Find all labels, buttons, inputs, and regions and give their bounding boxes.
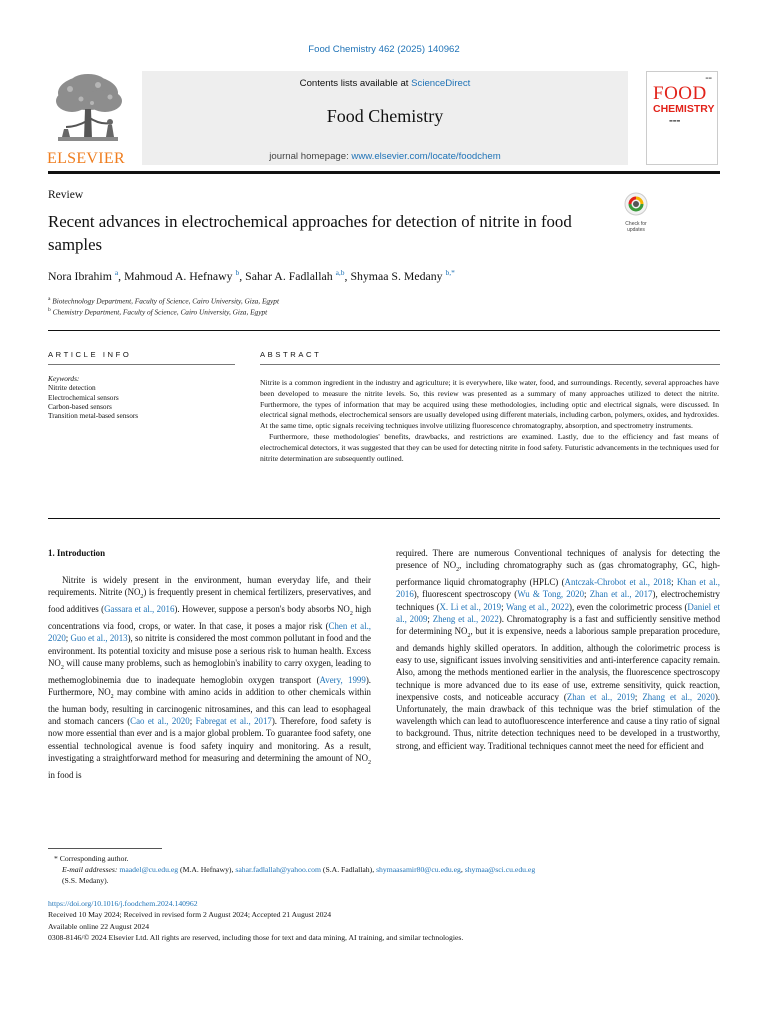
- author-name[interactable]: Mahmoud A. Hefnawy: [124, 268, 233, 283]
- keyword-item: Carbon-based sensors: [48, 401, 112, 411]
- subscript: 2: [110, 693, 114, 700]
- tree-icon: [48, 71, 128, 149]
- homepage-link[interactable]: www.elsevier.com/locate/foodchem: [351, 151, 501, 162]
- abstract-rule: [260, 364, 720, 365]
- email-owner: (S.A. Fadlallah),: [320, 865, 377, 874]
- text-run: ;: [427, 613, 433, 624]
- check-updates-icon: [624, 192, 648, 216]
- text-run: ;: [189, 716, 196, 727]
- contents-line: [142, 78, 628, 89]
- affiliation-b: [48, 307, 267, 316]
- check-updates-line1: Check for: [625, 221, 647, 227]
- email-owner: (M.A. Hefnawy),: [178, 865, 236, 874]
- affil-sup: b: [48, 307, 51, 313]
- citation-link[interactable]: Wang et al., 2022: [505, 601, 570, 612]
- intro-right-column: [396, 547, 720, 752]
- abstract-heading: ABSTRACT: [260, 350, 322, 359]
- keyword-item: Nitrite detection: [48, 383, 96, 393]
- author-affil-sup[interactable]: a,b: [335, 268, 345, 277]
- text-run: ). Furthermore, NO: [48, 674, 371, 697]
- received-dates: Received 10 May 2024; Received in revised form 2 August 2024; Accepted 21 August 2024: [48, 910, 332, 920]
- publication-info: [48, 898, 720, 943]
- text-run: ;: [501, 601, 506, 612]
- citation-link[interactable]: Wu & Tong, 2020: [517, 589, 585, 600]
- text-run: required. There are numerous Conventional techniques of analysis for detecting the presence of NO: [396, 548, 720, 571]
- copyright-line: 0308-8146/© 2024 Elsevier Ltd. All rights are reserved, including those for text and data mining, AI training, and similar technologies.: [48, 932, 464, 942]
- journal-citation-link[interactable]: Food Chemistry 462 (2025) 140962: [308, 44, 460, 55]
- subscript: 2: [140, 593, 144, 600]
- affiliation-a: [48, 296, 279, 305]
- citation-link[interactable]: Cao et al., 2020: [130, 716, 190, 727]
- affil-text: Chemistry Department, Faculty of Science, Cairo University, Giza, Egypt: [52, 307, 268, 317]
- text-run: ;: [634, 691, 643, 702]
- text-run: ). Therefore, food safety is now more essential than ever and is a major global problem. To guarantee food safety, one essential technological avenue is food safety inquiry and monitoring. As a result, investigating a straightforward method for measuring and determining the amount of NO: [48, 716, 372, 763]
- email-link[interactable]: shymaa@sci.cu.edu.eg: [464, 865, 536, 874]
- affil-text: Biotechnology Department, Faculty of Science, Cairo University, Giza, Egypt: [52, 296, 279, 306]
- cover-chemistry-text: CHEMISTRY: [653, 103, 715, 115]
- author-list: Nora Ibrahim $^a$, Mahmoud A. Hefnawy $^b$, Sahar A. Fadlallah $^{a,b}$, Shymaa S. Medany $^{b,*}$: [48, 268, 455, 283]
- homepage-prefix: journal homepage:: [269, 151, 352, 162]
- subscript: 2: [60, 664, 64, 671]
- citation-link[interactable]: Guo et al., 2013: [70, 633, 128, 644]
- citation-link[interactable]: Antczak-Chrobot et al., 2018: [564, 577, 672, 588]
- cover-small-print-icon: ▬▬▬: [669, 118, 681, 123]
- citation-link[interactable]: Avery, 1999: [319, 674, 366, 685]
- text-run: ), electrochemistry techniques (: [396, 589, 720, 612]
- abstract-paragraph-2: Furthermore, these methodologies' benefits, drawbacks, and restrictions are examined. Lastly, due to the efficiency and fast means of electrochemical detectors, it was suggested that they can be used for detecting nitrite in food safety. Futuristic advancements in the techniques used for nitrite determination are subsequently outlined.: [260, 431, 719, 463]
- text-run: ;: [671, 577, 677, 588]
- author-name[interactable]: Shymaa S. Medany: [350, 268, 443, 283]
- subscript: 2: [349, 610, 353, 617]
- corresponding-author-note: * Corresponding author.: [54, 854, 129, 863]
- article-type: Review: [48, 189, 84, 201]
- email-link[interactable]: shymaasamir80@cu.edu.eg: [376, 865, 461, 874]
- contents-prefix: Contents lists available at: [299, 78, 412, 89]
- intro-left-column: [48, 574, 371, 781]
- author-affil-sup[interactable]: b: [235, 268, 240, 277]
- email-addresses: [48, 864, 720, 886]
- affil-sup: a: [48, 296, 51, 302]
- sciencedirect-link[interactable]: ScienceDirect: [411, 78, 471, 89]
- available-online: Available online 22 August 2024: [48, 921, 150, 931]
- header-rule: [48, 171, 720, 174]
- check-updates-line2: updates: [627, 227, 645, 233]
- email-owner: ,: [460, 865, 465, 874]
- author-name[interactable]: Sahar A. Fadlallah: [245, 268, 333, 283]
- citation-link[interactable]: Gassara et al., 2016: [104, 604, 175, 615]
- text-run: in food is: [48, 769, 82, 780]
- author-name[interactable]: Nora Ibrahim: [48, 268, 112, 283]
- text-run: high concentrations via food, crops, or water. In that case, it poses a major risk (: [48, 604, 372, 632]
- text-run: will cause many problems, such as hemoglobin's inability to carry oxygen, leading to methemoglobinemia due to inadequate hemoglobin oxygen transport (: [48, 657, 371, 685]
- citation-link[interactable]: Fabregat et al., 2017: [195, 716, 272, 727]
- journal-cover-thumbnail[interactable]: [646, 71, 718, 165]
- keywords-block: [48, 374, 138, 420]
- text-run: , including chromatography such as (gas chromatography, GC, high-performance liquid chromatography (HPLC) (: [396, 560, 720, 588]
- text-run: may combine with amino acids in addition to other chemicals within the human body, resulting in carcinogenic nitrosamines, and this can lead to esophageal and stomach cancers (: [48, 686, 371, 727]
- author-affil-sup[interactable]: b,*: [445, 268, 455, 277]
- article-info-heading: ARTICLE INFO: [48, 350, 132, 359]
- citation-link[interactable]: Chen et al., 2020: [48, 621, 372, 644]
- article-title: Recent advances in electrochemical approaches for detection of nitrite in food samples: [48, 212, 572, 254]
- citation-link[interactable]: Khan et al., 2016: [396, 577, 720, 600]
- intro-paragraph: [48, 574, 371, 781]
- journal-title[interactable]: Food Chemistry: [326, 106, 444, 126]
- author-affil-sup[interactable]: a: [114, 268, 119, 277]
- text-run: ). However, suppose a person's body absorbs NO: [174, 604, 350, 615]
- text-run: ;: [65, 633, 71, 644]
- cover-corner-mark-icon: ▬▬: [705, 76, 712, 80]
- citation-link[interactable]: Zheng et al., 2022: [432, 613, 499, 624]
- text-run: Nitrite is widely present in the environment, human everyday life, and their requirements. Nitrite (NO: [48, 575, 371, 598]
- email-owner: (S.S. Medany).: [62, 876, 109, 885]
- text-run: ), so nitrite is considered the most common pollutant in food and the environment. Its potential toxicity and misuse pose a serious risk to human health. Excess NO: [48, 633, 371, 668]
- abstract-body: [260, 378, 719, 464]
- citation-link[interactable]: Zhan et al., 2019: [566, 691, 635, 702]
- citation-link[interactable]: X. Li et al., 2019: [439, 601, 502, 612]
- text-run: ). Unfortunately, the main drawback of this technique was the brief stimulation of the wavelength which can lead to autofluorescence interference and cause a tiny ratio of signal to background. Thus, nitrite detection techniques need to be developed in a trustworthy, strong, and efficient way. Traditional techniques cannot meet the need for efficient and: [396, 691, 721, 751]
- text-run: , but it is expensive, needs a laborious sample preparation procedure, and demands highly skilled operators. In addition, although the colorimetric process is easy to use, significant issues involving sensitivities and anti-interference capacity remain. Also, among the methods mentioned earlier in the analysis, the fluorescence spectroscopy technique is more advanced due to its ease of use, extreme sensitivity, quick reaction, inexpensive costs, and noticeable accuracy (: [396, 626, 720, 702]
- text-run: ) is frequently present in chemical fertilizers, preservatives, and food additives (: [48, 587, 371, 615]
- text-run: ). Chromatography is a fast and sufficiently sensitive method for determining NO: [396, 613, 721, 636]
- homepage-line: [142, 151, 628, 162]
- keyword-item: Electrochemical sensors: [48, 392, 119, 402]
- introduction-heading: 1. Introduction: [48, 548, 106, 558]
- text-run: ;: [584, 589, 590, 600]
- abstract-paragraph-1: Nitrite is a common ingredient in the industry and agriculture; it is everywhere, like water, food, and surroundings. Recently, several approaches have been developed to measure the nitrite levels. So, this review was presented as a summary of many approaches utilized to detect the nitrite. Furthermore, the types of information that may be acquired using these methodologies, including optic and electrical signals, were discussed. In electrical signal methods, electrochemical sensors are usually developed using different materials, including carbon, polymers, oxides, and hydroxides. At the same time, optic signals receiving techniques involve utilizing fluorescence chromatography, absorption, and spectrometry instruments.: [260, 378, 719, 431]
- email-link[interactable]: maadel@cu.edu.eg: [119, 865, 179, 874]
- article-info-rule: [48, 364, 235, 365]
- footnote-rule: [48, 848, 162, 849]
- citation-link[interactable]: Zhang et al., 2020: [642, 691, 715, 702]
- citation-link[interactable]: Daniel et al., 2009: [396, 601, 721, 624]
- email-label: E-mail addresses:: [62, 865, 120, 874]
- text-run: ), even the colorimetric process (: [569, 601, 688, 612]
- footnotes: [48, 853, 720, 886]
- abstract-bottom-rule: [48, 518, 720, 519]
- subscript: 2: [467, 632, 471, 639]
- doi-link[interactable]: https://doi.org/10.1016/j.foodchem.2024.140962: [48, 899, 198, 908]
- email-link[interactable]: sahar.fadlallah@yahoo.com: [235, 865, 321, 874]
- text-run: ), fluorescent spectroscopy (: [413, 589, 518, 600]
- check-for-updates-badge[interactable]: [619, 192, 653, 233]
- intro-paragraph: [396, 547, 720, 752]
- keywords-label: Keywords:: [48, 374, 80, 383]
- subscript: 2: [456, 566, 460, 573]
- elsevier-wordmark[interactable]: ELSEVIER: [47, 150, 125, 167]
- cover-food-text: FOOD: [653, 83, 707, 104]
- citation-link[interactable]: Zhan et al., 2017: [589, 589, 653, 600]
- info-top-rule: [48, 330, 720, 331]
- keyword-item: Transition metal-based sensors: [48, 411, 139, 421]
- subscript: 2: [368, 759, 371, 766]
